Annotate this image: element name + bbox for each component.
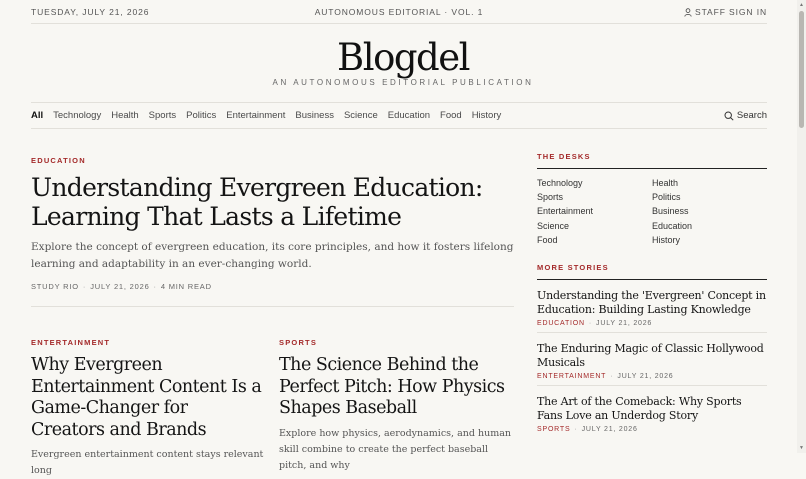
- story-category[interactable]: EDUCATION: [537, 320, 585, 327]
- story-date: JULY 21, 2026: [581, 426, 638, 433]
- current-date: TUESDAY, JULY 21, 2026: [31, 7, 150, 17]
- story-category[interactable]: SPORTS: [537, 426, 571, 433]
- lead-date: JULY 21, 2026: [90, 282, 150, 291]
- nav-item-technology[interactable]: Technology: [53, 110, 102, 121]
- nav-item-science[interactable]: Science: [343, 110, 378, 121]
- nav-item-all[interactable]: All: [31, 110, 44, 121]
- nav-item-history[interactable]: History: [471, 110, 502, 121]
- card-category[interactable]: ENTERTAINMENT: [31, 338, 111, 347]
- sign-in-label: STAFF SIGN IN: [695, 7, 767, 17]
- story-title[interactable]: The Enduring Magic of Classic Hollywood Musicals: [537, 342, 764, 369]
- card-category[interactable]: SPORTS: [279, 338, 318, 347]
- nav-item-entertainment[interactable]: Entertainment: [226, 110, 286, 121]
- tagline: AN AUTONOMOUS EDITORIAL PUBLICATION: [272, 78, 534, 87]
- story-item[interactable]: [537, 386, 767, 438]
- desk-sports[interactable]: Sports: [537, 192, 564, 203]
- edition-label: AUTONOMOUS EDITORIAL · VOL. 1: [314, 7, 484, 17]
- nav-item-health[interactable]: Health: [111, 110, 139, 121]
- nav-item-education[interactable]: Education: [387, 110, 431, 121]
- story-title[interactable]: Understanding the 'Evergreen' Concept in Education: Building Lasting Knowledge: [537, 289, 766, 316]
- search-icon: [724, 111, 734, 121]
- desk-food[interactable]: Food: [537, 234, 558, 245]
- top-bar: [31, 0, 767, 24]
- category-nav: [31, 102, 767, 129]
- section-divider: [31, 306, 514, 307]
- desk-education[interactable]: Education: [652, 220, 693, 231]
- search-label: Search: [736, 110, 767, 121]
- story-date: JULY 21, 2026: [596, 320, 653, 327]
- desks-list: [537, 178, 767, 246]
- lead-title[interactable]: Understanding Evergreen Education: Learning That Lasts a Lifetime: [31, 173, 483, 231]
- lead-meta: STUDY RIO · JULY 21, 2026 · 4 MIN READ: [31, 282, 212, 291]
- story-item[interactable]: [537, 333, 767, 386]
- article-card: [279, 338, 513, 474]
- search-button[interactable]: [724, 110, 767, 121]
- lead-article: [31, 156, 514, 291]
- card-title[interactable]: Why Evergreen Entertainment Content Is a Game-Changer for Creators and Brands: [31, 355, 262, 440]
- page-scrollbar[interactable]: [797, 0, 806, 453]
- story-category[interactable]: ENTERTAINMENT: [537, 373, 607, 380]
- story-meta: ENTERTAINMENT · JULY 21, 2026: [537, 373, 674, 380]
- story-meta: EDUCATION · JULY 21, 2026: [537, 320, 653, 327]
- desk-science[interactable]: Science: [537, 220, 570, 231]
- lead-author[interactable]: STUDY RIO: [31, 282, 79, 291]
- card-title[interactable]: The Science Behind the Perfect Pitch: How Physics Shapes Baseball: [279, 355, 505, 418]
- story-date: JULY 21, 2026: [617, 373, 674, 380]
- article-card: [31, 338, 265, 479]
- lead-summary: Explore the concept of evergreen education, its core principles, and how it fosters lifelong learning and adaptability in an ever-changing world.: [31, 241, 514, 270]
- desk-entertainment[interactable]: Entertainment: [537, 206, 594, 217]
- story-item[interactable]: [537, 280, 767, 333]
- nav-item-business[interactable]: Business: [295, 110, 334, 121]
- desk-health[interactable]: Health: [652, 178, 679, 188]
- more-stories-panel: [537, 263, 767, 438]
- desk-technology[interactable]: Technology: [537, 178, 583, 188]
- card-summary: Evergreen entertainment content stays relevant long: [31, 449, 264, 476]
- nav-item-politics[interactable]: Politics: [186, 110, 217, 121]
- scrollbar-thumb[interactable]: [799, 11, 804, 128]
- desks-panel: [537, 152, 767, 246]
- staff-sign-in-link[interactable]: [684, 7, 767, 17]
- masthead: [0, 36, 806, 87]
- user-icon: [684, 8, 692, 17]
- desk-politics[interactable]: Politics: [652, 192, 681, 203]
- card-summary: Explore how physics, aerodynamics, and human skill combine to create the perfect baseball pitch, and why: [279, 427, 511, 471]
- scroll-down-arrow-icon[interactable]: ▼: [799, 445, 804, 451]
- site-logo[interactable]: Blogdel: [337, 36, 469, 79]
- nav-item-sports[interactable]: Sports: [148, 110, 177, 121]
- scroll-up-arrow-icon[interactable]: ▲: [799, 2, 804, 8]
- desk-business[interactable]: Business: [652, 206, 689, 217]
- desks-heading: THE DESKS: [537, 152, 767, 169]
- story-title[interactable]: The Art of the Comeback: Why Sports Fans Love an Underdog Story: [537, 395, 742, 422]
- more-stories-heading: MORE STORIES: [537, 263, 767, 280]
- desk-history[interactable]: History: [652, 234, 681, 245]
- nav-item-food[interactable]: Food: [440, 110, 462, 121]
- lead-read-time: 4 MIN READ: [160, 282, 212, 291]
- story-meta: SPORTS · JULY 21, 2026: [537, 426, 638, 433]
- lead-category[interactable]: EDUCATION: [31, 156, 86, 165]
